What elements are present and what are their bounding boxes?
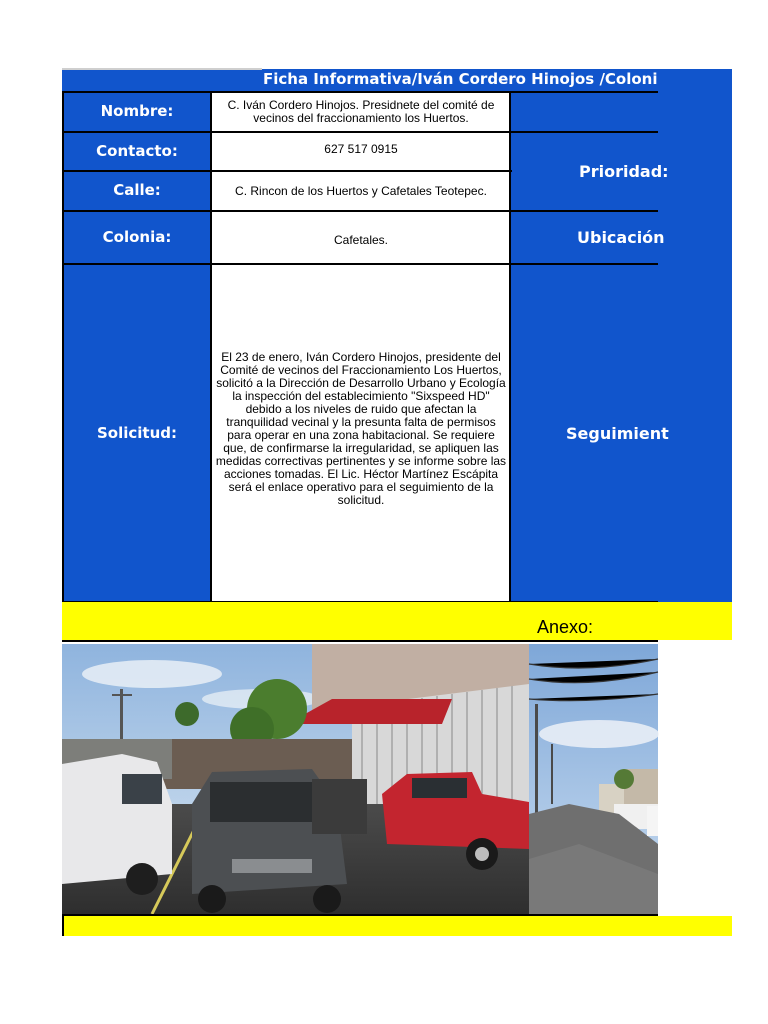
label-solicitud: Solicitud: xyxy=(96,424,177,442)
grid-line xyxy=(62,91,658,93)
grid-line xyxy=(509,91,511,603)
grid-line xyxy=(62,210,658,212)
label-ubicacion: Ubicación xyxy=(577,228,665,247)
label-nombre: Nombre: xyxy=(100,102,174,120)
grid-line xyxy=(62,640,658,642)
value-calle: C. Rincon de los Huertos y Cafetales Teotepec. xyxy=(211,171,511,212)
annex-photo-2 xyxy=(529,644,658,914)
annex-photo-1 xyxy=(62,644,529,914)
page-title: Ficha Informativa/Iván Cordero Hinojos /Coloni xyxy=(263,70,658,88)
label-seguimiento: Seguimient xyxy=(566,423,669,443)
label-contacto: Contacto: xyxy=(96,142,178,160)
grid-line xyxy=(210,91,212,603)
grid-line xyxy=(62,914,658,916)
value-solicitud: El 23 de enero, Iván Cordero Hinojos, presidente del Comité de vecinos del Fraccionamiento Los Huertos, solicitó a la Dirección de Desarrollo Urbano y Ecología la inspección del establecimiento "Sixspeed HD" debido a los niveles de ruido que afectan la tranquilidad vecinal y la presunta falta de permisos para operar en una zona habitacional. Se requiere que, de confirmarse la irregularidad, se apliquen las medidas correctivas pertinentes y se informe sobre las acciones tomadas. El Lic. Héctor Martínez Escápita será el enlace operativo para el seguimiento de la solicitud. xyxy=(211,264,511,602)
label-colonia: Colonia: xyxy=(102,228,172,246)
value-contacto: 627 517 0915 xyxy=(211,131,511,172)
label-prioridad: Prioridad: xyxy=(579,161,669,181)
label-calle: Calle: xyxy=(113,181,161,199)
grid-line xyxy=(62,263,658,265)
grid-line xyxy=(62,91,64,603)
value-colonia: Cafetales. xyxy=(211,211,511,265)
grid-line xyxy=(62,914,64,936)
anexo-label: Anexo: xyxy=(537,617,594,637)
header-top-border xyxy=(62,68,262,70)
grid-line xyxy=(62,170,512,172)
bottom-bar xyxy=(62,916,732,936)
value-nombre: C. Iván Cordero Hinojos. Presidnete del comité de vecinos del fraccionamiento los Huertos. xyxy=(211,91,511,132)
grid-line xyxy=(62,131,658,133)
